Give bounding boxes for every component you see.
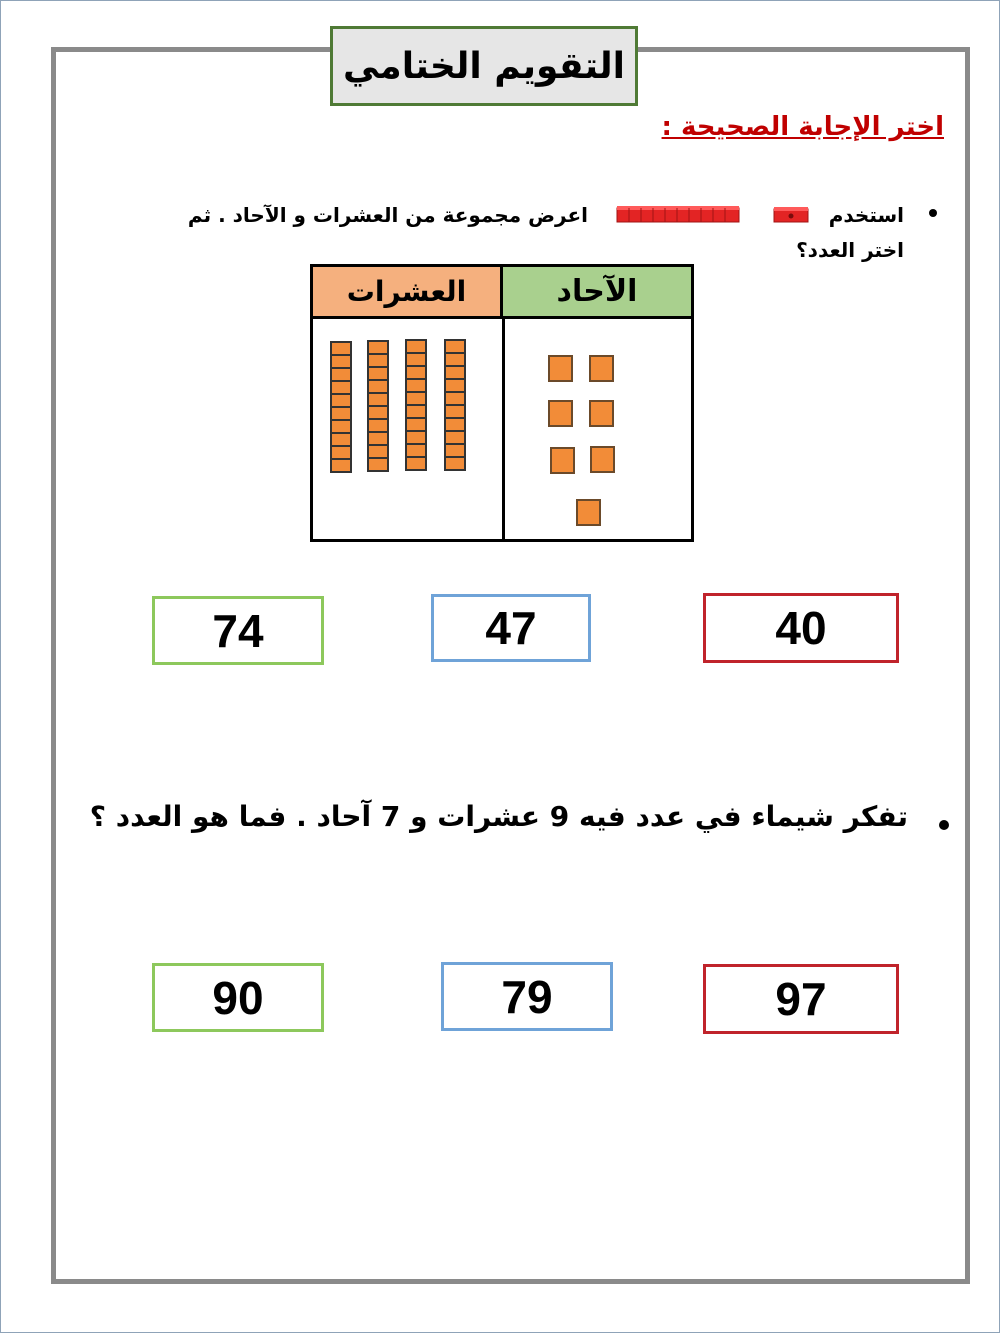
- ten-rod: [405, 339, 427, 471]
- unit-cube: [576, 499, 601, 526]
- question1-show-text: اعرض مجموعة من العشرات و الآحاد . ثم: [187, 203, 588, 227]
- unit-cube: [548, 355, 573, 382]
- instruction-text: اختر الإجابة الصحيحة :: [661, 112, 944, 142]
- table-divider: [502, 319, 505, 539]
- tens-header: العشرات: [313, 267, 503, 319]
- ten-rod: [367, 340, 389, 472]
- bullet-dot: [929, 209, 937, 217]
- ten-rod: [330, 341, 352, 473]
- unit-cube: [550, 447, 575, 474]
- ten-rod-icon: [616, 204, 740, 224]
- question1-choose-text: اختر العدد؟: [796, 238, 904, 262]
- bullet-dot: [939, 820, 949, 830]
- answer-choice-97[interactable]: 97: [703, 964, 899, 1034]
- ones-header: الآحاد: [503, 267, 691, 319]
- question1-use-text: استخدم: [828, 203, 904, 227]
- page-title: التقويم الختامي: [330, 26, 638, 106]
- place-value-table: [310, 264, 694, 542]
- ten-rod: [444, 339, 466, 471]
- answer-choice-74[interactable]: 74: [152, 596, 324, 665]
- question2-text: تفكر شيماء في عدد فيه 9 عشرات و 7 آحاد . فما هو العدد ؟: [89, 800, 908, 833]
- unit-cube: [589, 355, 614, 382]
- answer-choice-90[interactable]: 90: [152, 963, 324, 1032]
- worksheet-frame: [51, 47, 970, 1284]
- answer-choice-47[interactable]: 47: [431, 594, 591, 662]
- answer-choice-40[interactable]: 40: [703, 593, 899, 663]
- unit-cube-icon: [772, 206, 810, 224]
- unit-cube: [590, 446, 615, 473]
- unit-cube: [548, 400, 573, 427]
- answer-choice-79[interactable]: 79: [441, 962, 613, 1031]
- unit-cube: [589, 400, 614, 427]
